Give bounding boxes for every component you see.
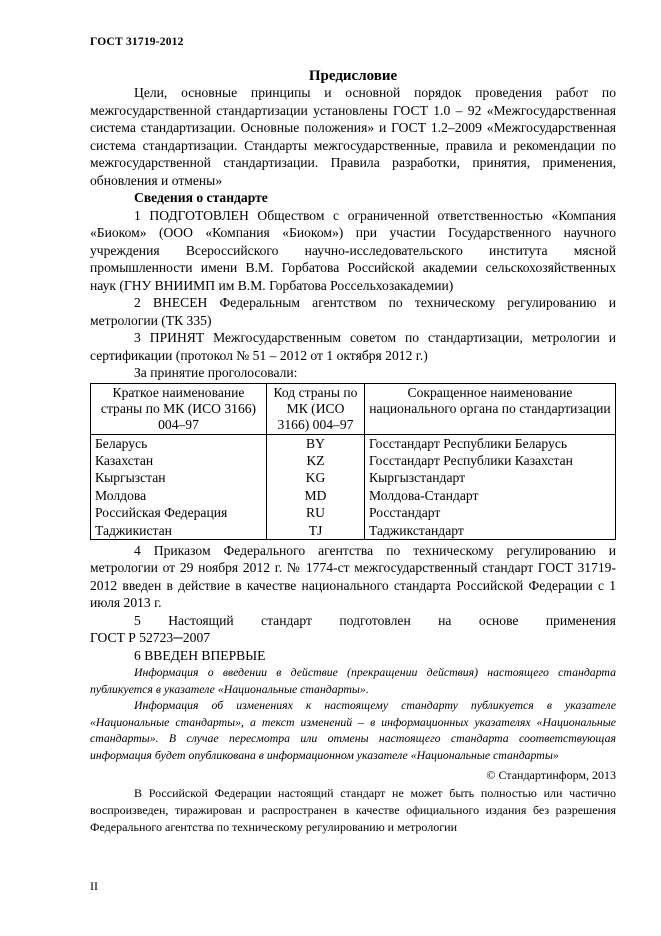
country-cell: Казахстан [91, 452, 267, 469]
table-row [91, 522, 616, 540]
document-page [90, 36, 616, 836]
item-1-paragraph: 1 ПОДГОТОВЛЕН Обществом с ограниченной ответственностью «Компания «Биоком» (ООО «Компания «Биоком») при участии Государственного научного учреждения Всероссийского научно-исследовательского института мясной промышленности имени В.М. Горбатова Российской академии сельскохозяйственных наук (ГНУ ВНИИМП им В.М. Горбатова Россельхозакадемии) [90, 207, 616, 293]
item-5-word: подготовлен [339, 612, 411, 628]
code-cell: MD [267, 487, 365, 504]
document-header: ГОСТ 31719-2012 [90, 36, 184, 48]
note-1: Информация о введении в действие (прекращении действия) настоящего стандарта публикуется в указателе «Национальные стандарты». [90, 665, 616, 696]
table-row [91, 504, 616, 521]
code-cell: TJ [267, 522, 365, 540]
note-2: Информация об изменениях к настоящему стандарту публикуется в указателе «Национальные стандарты», а текст изменений – в информационных указателях «Национальные стандарты». В случае пересмотра или отмены настоящего стандарта соответствующая информация будет опубликована в информационном указателе «Национальные стандарты» [90, 698, 616, 762]
table-row [91, 469, 616, 486]
intro-paragraph: Цели, основные принципы и основной порядок проведения работ по межгосударственной стандартизации установлены ГОСТ 1.0 – 92 «Межгосударственная система стандартизации. Основные положения» и ГОСТ 1.2–2009 «Межгосударственная система стандартизации. Стандарты межгосударственные, правила и рекомендации по межгосударственной стандартизации. Правила разработки, принятия, применения, обновления и отмены» [90, 85, 616, 188]
table-row [91, 434, 616, 452]
country-cell: Молдова [91, 487, 267, 504]
item-5-word: стандарт [261, 612, 312, 628]
final-paragraph: В Российской Федерации настоящий стандарт не может быть полностью или частично воспроизведен, тиражирован и распространен в качестве официального издания без разрешения Федерального агентства по техническому регулированию и метрологии [90, 786, 616, 835]
item-5-line-2: ГОСТ Р 52723─2007 [90, 630, 211, 646]
code-cell: KG [267, 469, 365, 486]
item-4-paragraph: 4 Приказом Федерального агентства по техническому регулированию и метрологии от 29 ноября 2012 г. № 1774-ст межгосударственный стандарт ГОСТ 31719-2012 введен в действие в качестве национального стандарта Российской Федерации с 1 июля 2013 г. [90, 542, 616, 611]
body-cell: Кыргызстандарт [365, 469, 616, 486]
country-cell: Беларусь [91, 434, 267, 452]
code-cell: BY [267, 434, 365, 452]
country-cell: Российская Федерация [91, 504, 267, 521]
item-2-paragraph: 2 ВНЕСЕН Федеральным агентством по техническому регулированию и метрологии (ТК 335) [90, 295, 616, 328]
section-title: Сведения о стандарте [134, 190, 268, 205]
item-5-word: применения [545, 612, 616, 628]
body-cell: Росстандарт [365, 504, 616, 521]
table-row [91, 487, 616, 504]
country-cell: Таджикистан [91, 522, 267, 540]
table-header-code: Код страны по МК (ИСО 3166) 004–97 [267, 383, 365, 434]
country-cell: Кыргызстан [91, 469, 267, 486]
item-5-word: основе [478, 612, 519, 628]
item-5-word: 5 [134, 612, 141, 628]
table-header-country: Краткое наименование страны по МК (ИСО 3166) 004–97 [91, 383, 267, 434]
table-header-body: Сокращенное наименование национального органа по стандартизации [365, 383, 616, 434]
item-6: 6 ВВЕДЕН ВПЕРВЫЕ [134, 647, 266, 663]
page-number: II [90, 879, 98, 893]
body-cell: Госстандарт Республики Беларусь [365, 434, 616, 452]
item-3-paragraph: 3 ПРИНЯТ Межгосударственным советом по стандартизации, метрологии и сертификации (протокол № 51 – 2012 от 1 октября 2012 г.) [90, 330, 616, 363]
item-5-word: Настоящий [168, 612, 234, 628]
countries-table [90, 383, 616, 540]
body-cell: Молдова-Стандарт [365, 487, 616, 504]
table-row [91, 452, 616, 469]
vote-intro: За принятие проголосовали: [134, 365, 298, 380]
code-cell: RU [267, 504, 365, 521]
body-cell: Госстандарт Республики Казахстан [365, 452, 616, 469]
item-5-word: на [438, 612, 452, 628]
body-cell: Таджикстандарт [365, 522, 616, 540]
item-5-line [90, 612, 616, 630]
code-cell: KZ [267, 452, 365, 469]
copyright: © Стандартинформ, 2013 [486, 768, 616, 783]
page-title: Предисловие [308, 68, 398, 84]
